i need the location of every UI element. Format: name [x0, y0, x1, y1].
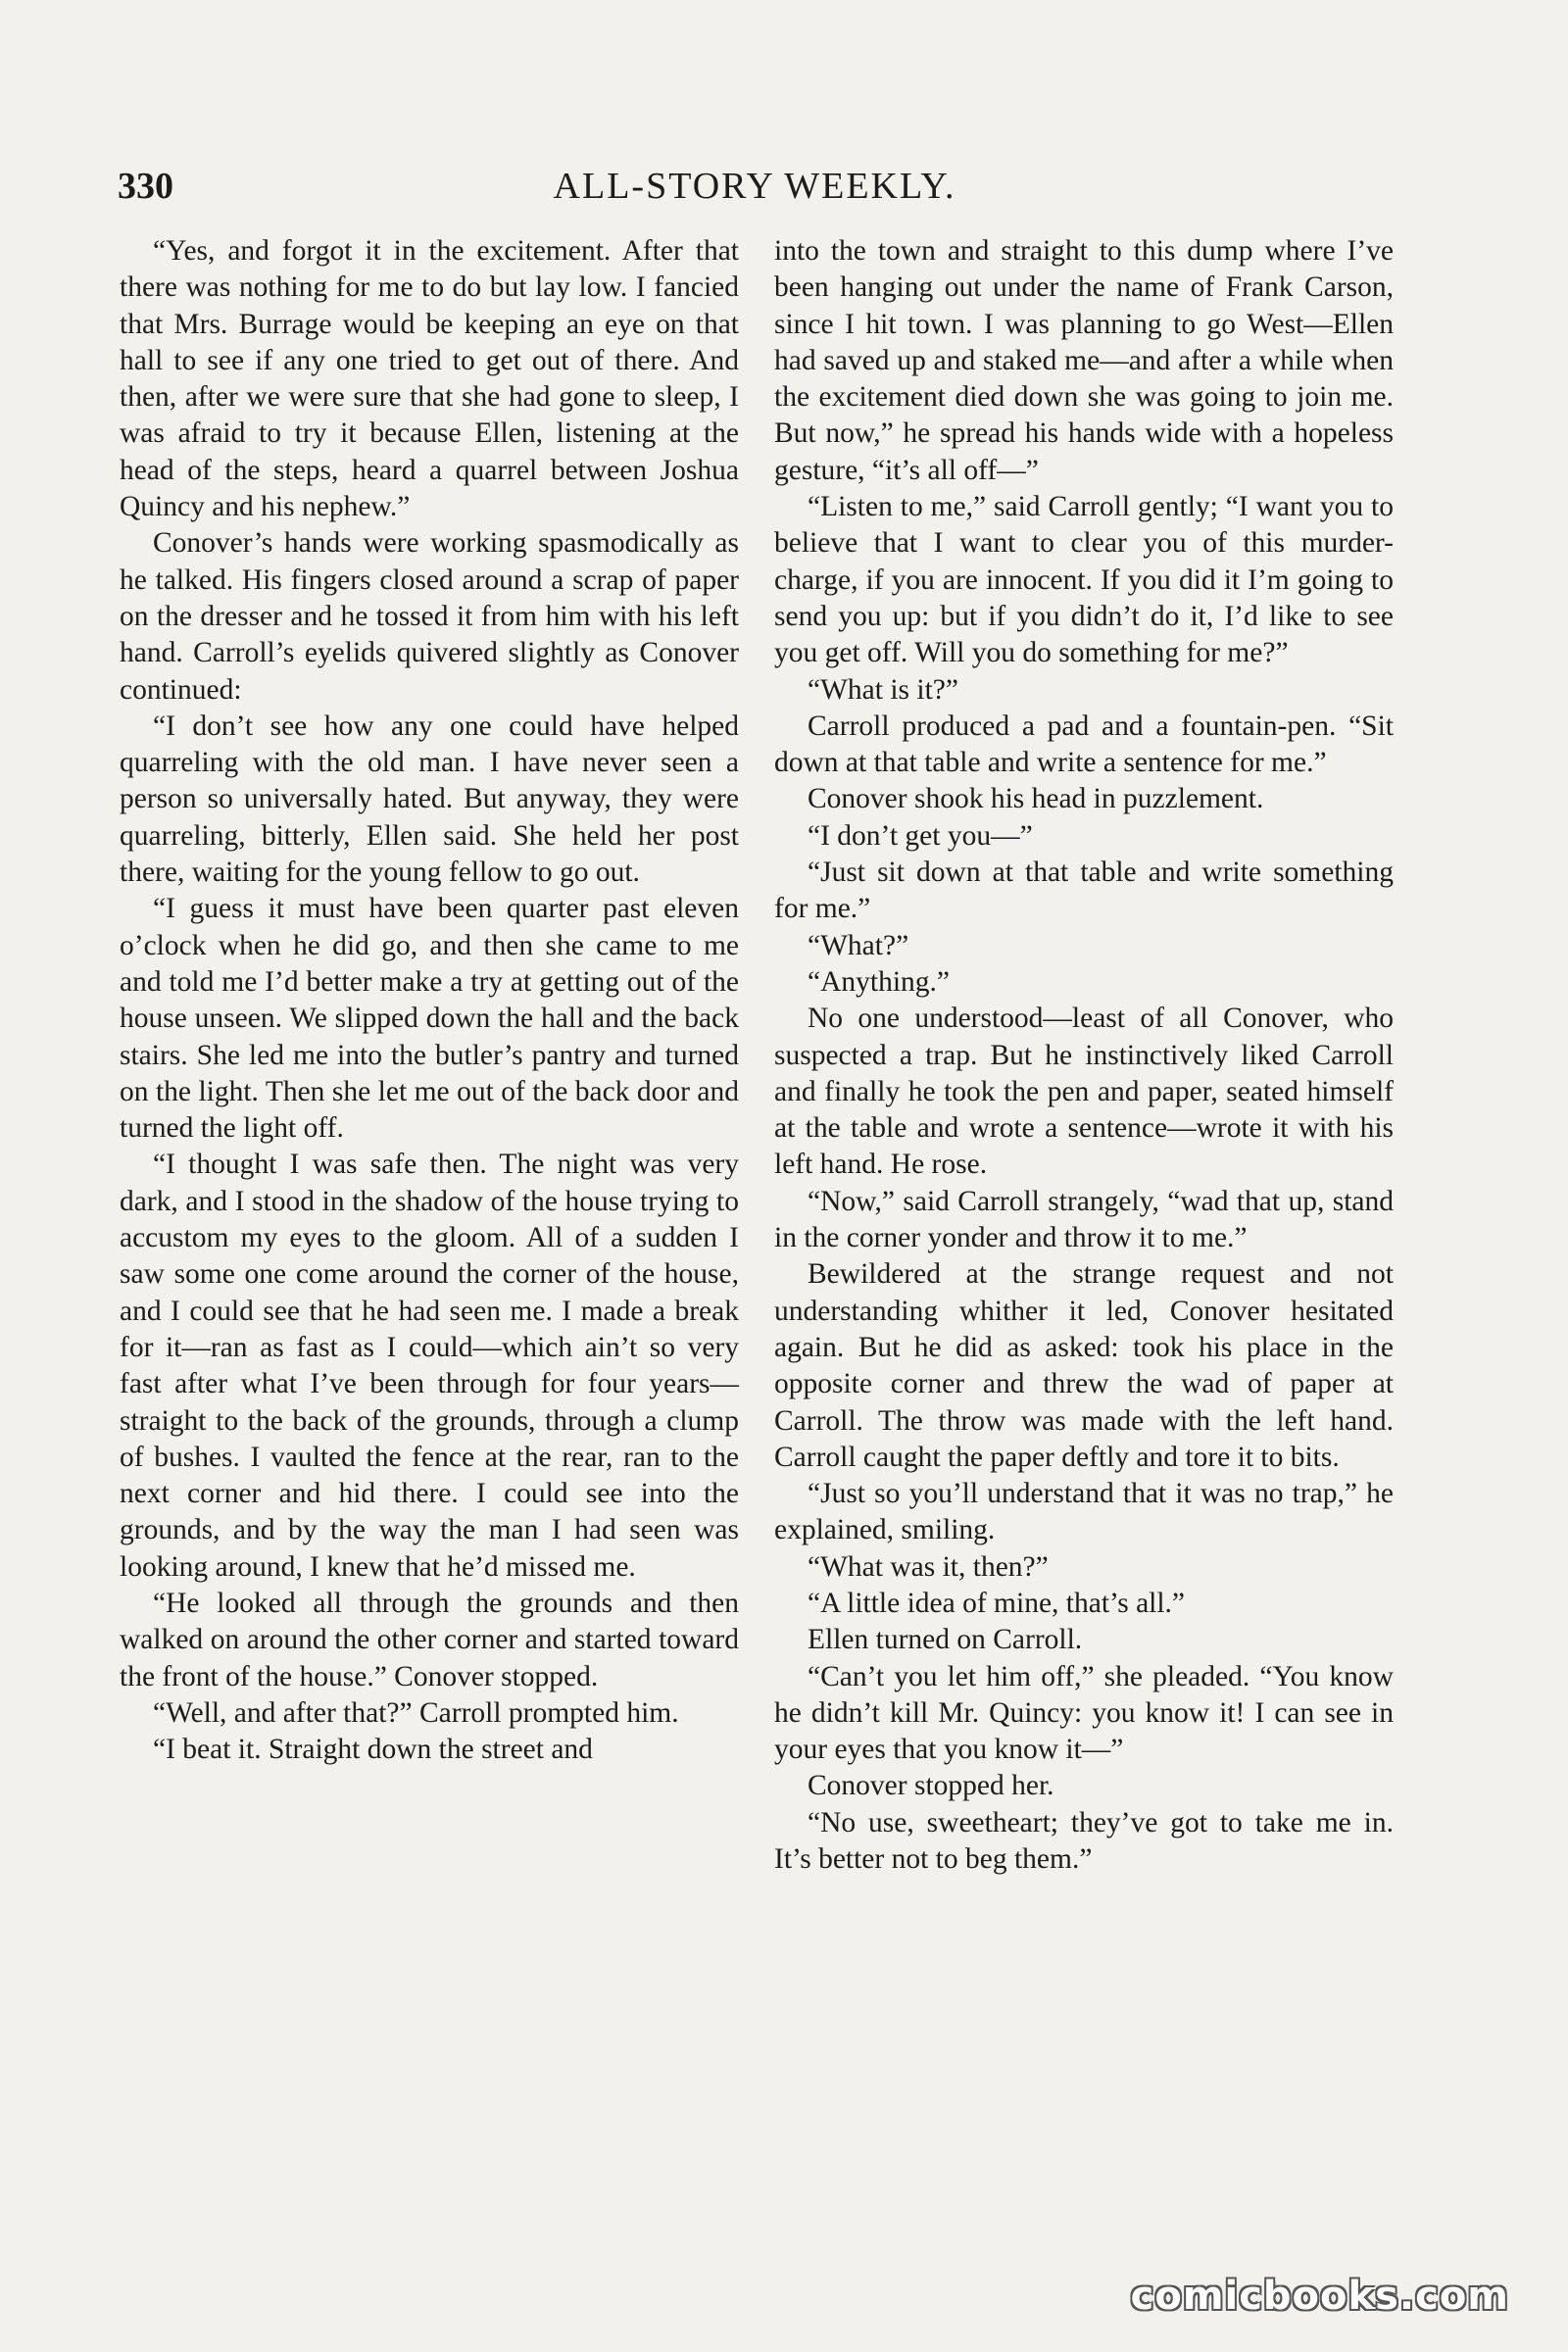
paragraph: “Listen to me,” said Carroll gently; “I want you to believe that I want to clear you of this murder-charge, if you are innocent. If you did it I’m going to send you up: but if you didn’t do it, I’d like to see you get off. Will you do something for me?” [774, 491, 1394, 669]
watermark: comicbooks.com [1130, 2274, 1509, 2319]
right-column [774, 233, 1394, 1878]
paragraph: “I guess it must have been quarter past eleven o’clock when he did go, and then she came to me and told me I’d better make a try at getting out of the house unseen. We slipped down the hall and the back stairs. She led me into the butler’s pantry and turned on the light. Then she let me out of the back door and turned the light off. [120, 893, 739, 1145]
paragraph: “Now,” said Carroll strangely, “wad that up, stand in the corner yonder and throw it to me.” [774, 1185, 1394, 1254]
continued-paragraph: into the town and straight to this dump where I’ve been hanging out under the name of Frank Carson, since I hit town. I was planning to go West—Ellen had saved up and staked me—and after a while when the excitement died down she was going to join me. But now,” he spread his hands wide with a hopeless gesture, “it’s all off—” [774, 235, 1394, 486]
paragraph: “What?” [808, 929, 909, 961]
paragraph: “I don’t see how any one could have helped quarreling with the old man. I have never seen a person so universally hated. But anyway, they were quarreling, bitterly, Ellen said. She held her post there, waiting for the young fellow to go out. [120, 710, 739, 889]
paragraph: “A little idea of mine, that’s all.” [808, 1587, 1186, 1619]
paragraph: “Anything.” [808, 965, 951, 998]
paragraph: “No use, sweetheart; they’ve got to take me in. It’s better not to beg them.” [774, 1806, 1394, 1876]
paragraph: Conover stopped her. [808, 1770, 1054, 1802]
paragraph: “Yes, and forgot it in the excitement. After that there was nothing for me to do but lay low. I fancied that Mrs. Burrage would be keeping an eye on that hall to see if any one tried to get out of there. And then, after we were sure that she had gone to sleep, I was afraid to try it because Ellen, listening at the head of the steps, heard a quarrel between Joshua Quincy and his nephew.” [120, 235, 739, 523]
paragraph: “I don’t get you—” [808, 819, 1033, 852]
paragraph: Conover’s hands were working spasmodically as he talked. His fingers closed around a scrap of paper on the dresser and he tossed it from him with his left hand. Carroll’s eyelids quivered slightly as Conover continued: [120, 527, 739, 706]
paragraph: “What was it, then?” [808, 1550, 1049, 1583]
paragraph: “Just sit down at that table and write something for me.” [774, 857, 1394, 925]
paragraph: “Well, and after that?” Carroll prompted him. [153, 1696, 679, 1729]
paragraph: “I thought I was safe then. The night was very dark, and I stood in the shadow of the house trying to accustom my eyes to the gloom. All of a sudden I saw some one come around the corner of the house, and I could see that he had seen me. I made a break for it—ran as fast as I could—which ain’t so very fast after what I’ve been through for four years—straight to the back of the grounds, through a clump of bushes. I vaulted the fence at the rear, ran to the next corner and hid there. I could see into the grounds, and by the way the man I had seen was looking around, I knew that he’d missed me. [120, 1149, 739, 1583]
left-column [120, 233, 739, 1768]
page-number: 330 [118, 166, 173, 207]
paragraph: No one understood—least of all Conover, who suspected a trap. But he instinctively liked Carroll and finally he took the pen and paper, seated himself at the table and wrote a sentence—wrote it with his left hand. He rose. [774, 1003, 1394, 1181]
paragraph: Bewildered at the strange request and not understanding whither it led, Conover hesitated again. But he did as asked: took his place in the opposite corner and threw the wad of paper at Carroll. The throw was made with the left hand. Carroll caught the paper deftly and tore it to bits. [774, 1258, 1394, 1473]
page-header [118, 165, 1392, 223]
paragraph: “Just so you’ll understand that it was no trap,” he explained, smiling. [774, 1478, 1394, 1546]
running-title: ALL-STORY WEEKLY. [553, 166, 956, 207]
paragraph: Ellen turned on Carroll. [808, 1624, 1083, 1656]
paragraph: Conover shook his head in puzzlement. [808, 783, 1264, 815]
paragraph: “Can’t you let him off,” she pleaded. “You know he didn’t kill Mr. Quincy: you know it! I can see in your eyes that you know it—” [774, 1660, 1394, 1766]
paragraph: “He looked all through the grounds and then walked on around the other corner and started toward the front of the house.” Conover stopped. [120, 1587, 739, 1692]
paragraph: “What is it?” [808, 673, 958, 706]
paragraph: “I beat it. Straight down the street and [153, 1734, 593, 1766]
paragraph: Carroll produced a pad and a fountain-pen. “Sit down at that table and write a sentence for me.” [774, 710, 1394, 779]
